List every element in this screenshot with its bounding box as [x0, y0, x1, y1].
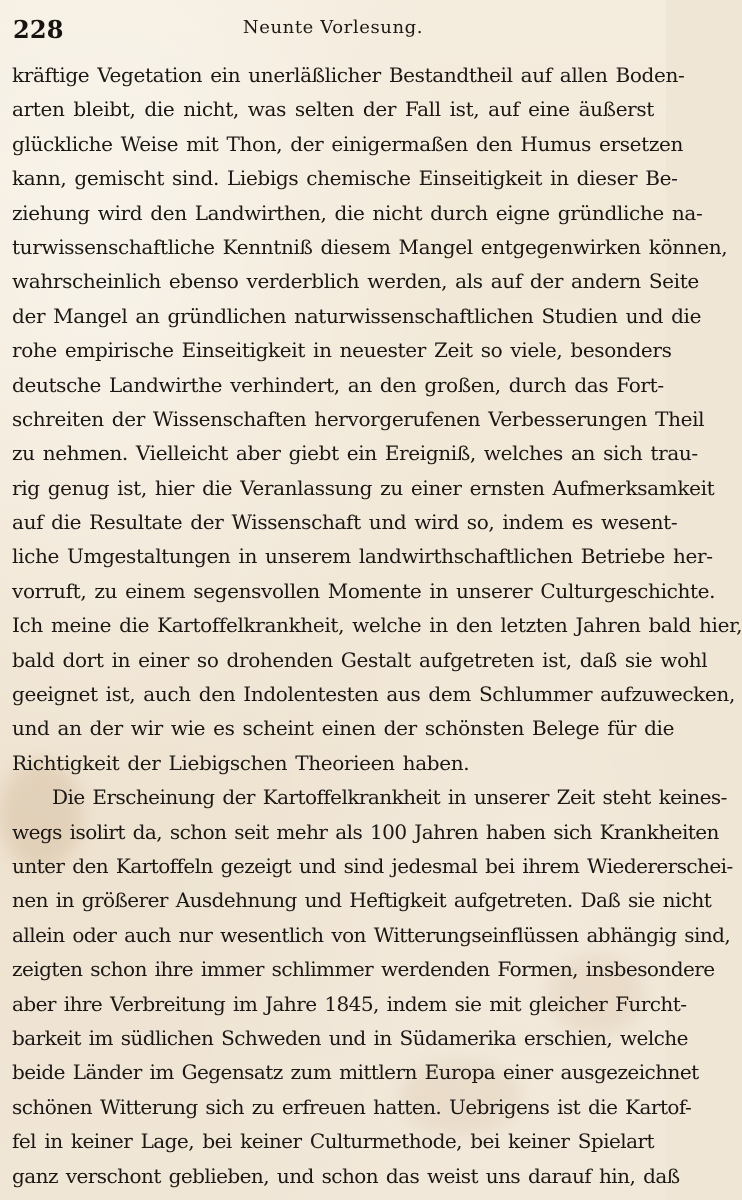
text-line: und an der wir wie es scheint einen der schönsten Belege für die — [12, 716, 675, 741]
text-line: turwissenschaftliche Kenntniß diesem Mangel entgegenwirken können, — [12, 234, 728, 259]
text-line: unter den Kartoffeln gezeigt und sind jedesmal bei ihrem Wiedererschei- — [12, 853, 733, 878]
text-line: vorruft, zu einem segensvollen Momente in unserer Culturgeschichte. — [12, 578, 716, 603]
text-line: zu nehmen. Vielleicht aber giebt ein Ereigniß, welches an sich trau- — [12, 441, 698, 466]
text-line: Ich meine die Kartoffelkrankheit, welche in den letzten Jahren bald hier, — [12, 613, 742, 638]
text-line: der Mangel an gründlichen naturwissenschaftlichen Studien und die — [12, 303, 702, 328]
text-line: liche Umgestaltungen in unserem landwirthschaftlichen Betriebe her- — [12, 544, 713, 569]
paragraph — [12, 780, 733, 1193]
text-line: kräftige Vegetation ein unerläßlicher Bestandtheil auf allen Boden- — [12, 63, 685, 87]
text-line: wahrscheinlich ebenso verderblich werden, als auf der andern Seite — [12, 269, 699, 294]
text-line: Richtigkeit der Liebigschen Theorieen haben. — [12, 750, 470, 775]
text-line: allein oder auch nur wesentlich von Witterungseinflüssen abhängig sind, — [12, 922, 731, 947]
running-head: Neunte Vorlesung. — [242, 17, 424, 38]
page-number: 228 — [13, 15, 64, 44]
text-line: fel in keiner Lage, bei keiner Culturmethode, bei keiner Spielart — [12, 1129, 654, 1154]
text-line: schreiten der Wissenschaften hervorgerufenen Verbesserungen Theil — [12, 406, 705, 431]
text-line: glückliche Weise mit Thon, der einigermaßen den Humus ersetzen — [12, 131, 684, 156]
text-line: kann, gemischt sind. Liebigs chemische Einseitigkeit in dieser Be- — [12, 166, 678, 191]
text-line: barkeit im südlichen Schweden und in Südamerika erschien, welche — [12, 1025, 688, 1050]
text-line: beide Länder im Gegensatz zum mittlern Europa einer ausgezeichnet — [12, 1060, 699, 1085]
page-header — [0, 8, 666, 48]
text-line: ziehung wird den Landwirthen, die nicht durch eigne gründliche na- — [12, 200, 703, 225]
text-line: geeignet ist, auch den Indolentesten aus dem Schlummer aufzuwecken, — [12, 682, 735, 707]
paragraph — [12, 58, 742, 780]
text-line: nen in größerer Ausdehnung und Heftigkeit aufgetreten. Daß sie nicht — [12, 888, 712, 913]
text-line: auf die Resultate der Wissenschaft und wird so, indem es wesent- — [12, 510, 678, 535]
body-text — [12, 58, 742, 1193]
text-line: arten bleibt, die nicht, was selten der Fall ist, auf eine äußerst — [12, 97, 654, 122]
text-line: ganz verschont geblieben, und schon das weist uns darauf hin, daß — [12, 1163, 680, 1188]
text-line: rig genug ist, hier die Veranlassung zu einer ernsten Aufmerksamkeit — [12, 475, 715, 500]
text-line: aber ihre Verbreitung im Jahre 1845, indem sie mit gleicher Furcht- — [12, 991, 687, 1016]
text-line: wegs isolirt da, schon seit mehr als 100 Jahren haben sich Krankheiten — [12, 819, 719, 844]
text-line: Die Erscheinung der Kartoffelkrankheit in unserer Zeit steht keines- — [52, 785, 727, 810]
text-line: deutsche Landwirthe verhindert, an den großen, durch das Fort- — [12, 372, 664, 397]
text-line: rohe empirische Einseitigkeit in neuester Zeit so viele, besonders — [12, 338, 672, 363]
text-line: zeigten schon ihre immer schlimmer werdenden Formen, insbesondere — [12, 957, 715, 982]
text-line: bald dort in einer so drohenden Gestalt aufgetreten ist, daß sie wohl — [12, 647, 708, 672]
text-line: schönen Witterung sich zu erfreuen hatten. Uebrigens ist die Kartof- — [12, 1094, 692, 1119]
